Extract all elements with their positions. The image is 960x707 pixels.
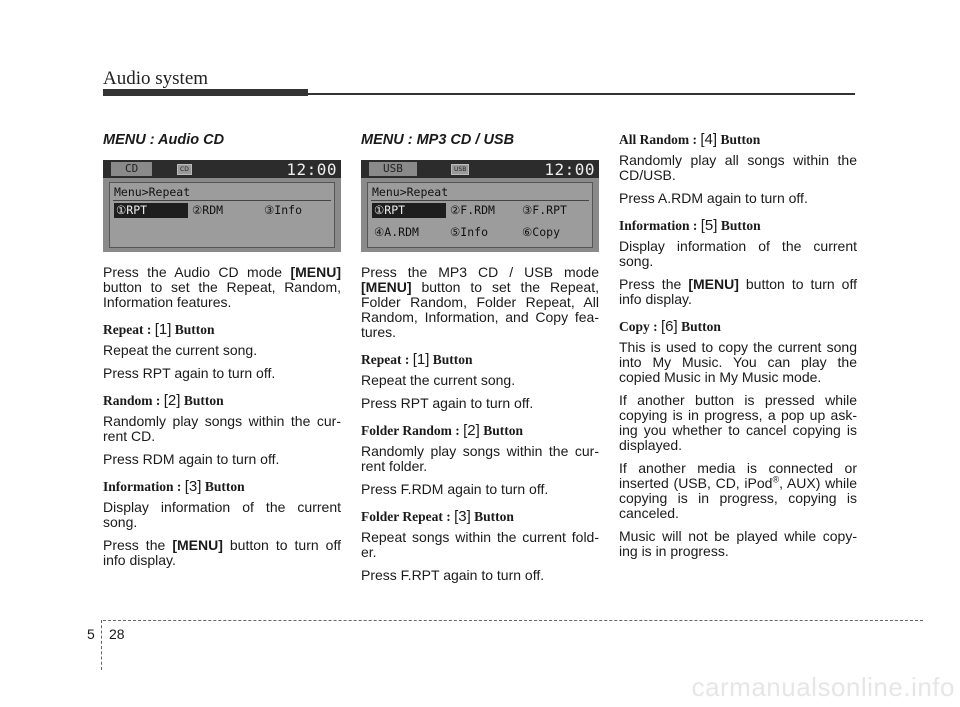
lcd-clock: 12:00 [286,160,337,179]
intro-paragraph: Press the Audio CD mode [MENU] button to set the Repeat, Random, Information features. [103,264,341,310]
information-off-text: Press the [MENU] button to turn off info display. [103,537,341,568]
random-heading: Random : [2] Button [103,392,224,409]
information-heading: Information : [5] Button [619,217,761,234]
lcd-option-frdm: ②F.RDM [450,203,495,217]
random-text: Randomly play songs within the cur-rent CD. [103,413,341,444]
random-off-text: Press RDM again to turn off. [103,451,280,467]
all-random-heading: All Random : [4] Button [619,131,761,148]
lcd-option-ardm: ④A.RDM [374,225,419,239]
folder-random-off-text: Press F.RDM again to turn off. [361,481,549,497]
copy-cancel-prompt-text: If another button is pressed while copying is in progress, a pop up ask-ing you whether to cancel copying is displayed. [619,392,857,453]
page-header-title: Audio system [103,68,209,89]
folder-repeat-text: Repeat songs within the current fold-er. [361,529,599,560]
section-title: MENU : MP3 CD / USB [361,132,515,148]
page-number: 28 [109,626,125,642]
lcd-mode-tab: CD [111,162,152,176]
repeat-off-text: Press RPT again to turn off. [103,365,276,381]
lcd-option-rdm: ②RDM [192,203,224,217]
lcd-menu-panel [109,182,335,248]
folder-repeat-heading: Folder Repeat : [3] Button [361,508,514,525]
information-text: Display information of the current song. [103,499,341,530]
repeat-heading: Repeat : [1] Button [103,321,215,338]
cd-media-icon: CD [177,164,192,175]
folder-random-heading: Folder Random : [2] Button [361,422,523,439]
all-random-off-text: Press A.RDM again to turn off. [619,190,808,206]
information-text: Display information of the current song. [619,238,857,269]
lcd-option-info: ③Info [264,203,303,217]
lcd-screen-cd [103,160,341,252]
column-audio-cd [103,130,341,576]
section-title: MENU : Audio CD [103,132,225,148]
watermark: carmanualsonline.info [691,672,955,702]
folder-random-text: Randomly play songs within the cur-rent folder. [361,443,599,474]
column-continued [619,132,857,567]
lcd-mode-tab: USB [369,162,417,176]
footer-divider [101,620,102,670]
lcd-option-info: ⑤Info [450,225,489,239]
lcd-option-frpt: ③F.RPT [522,203,567,217]
footer-rule [103,620,923,621]
lcd-option-rpt: ①RPT [114,203,188,218]
information-heading: Information : [3] Button [103,478,245,495]
copy-heading: Copy : [6] Button [619,318,721,335]
usb-media-icon: USB [451,164,469,175]
lcd-option-rpt: ①RPT [372,203,446,218]
lcd-menu-title: Menu>Repeat [114,185,191,199]
copy-text: This is used to copy the current song into My Music. You can play the copied Music in My Music mode. [619,339,857,385]
lcd-menu-title: Menu>Repeat [372,185,449,199]
column-mp3-usb [361,130,599,591]
lcd-menu-divider [113,200,331,201]
lcd-option-copy: ⑥Copy [522,225,561,239]
folder-repeat-off-text: Press F.RPT again to turn off. [361,567,545,583]
lcd-screen-usb [361,160,599,252]
repeat-off-text: Press RPT again to turn off. [361,395,534,411]
lcd-menu-divider [371,200,589,201]
all-random-text: Randomly play all songs within the CD/USB. [619,152,857,183]
repeat-text: Repeat the current song. [361,372,516,388]
lcd-clock: 12:00 [544,160,595,179]
information-off-text: Press the [MENU] button to turn off info display. [619,276,857,307]
repeat-text: Repeat the current song. [103,342,258,358]
copy-playback-text: Music will not be played while copy-ing is in progress. [619,528,857,559]
copy-media-cancel-text: If another media is connected or inserted (USB, CD, iPod®, AUX) while copying is in progress, copying is canceled. [619,460,858,521]
header-rule [103,93,855,95]
repeat-heading: Repeat : [1] Button [361,351,473,368]
chapter-number: 5 [87,626,95,642]
lcd-menu-panel [367,182,593,248]
intro-paragraph: Press the MP3 CD / USB mode [MENU] button to set the Repeat, Folder Random, Folder Repeat, All Random, Information, and Copy fea-tures. [361,264,599,340]
